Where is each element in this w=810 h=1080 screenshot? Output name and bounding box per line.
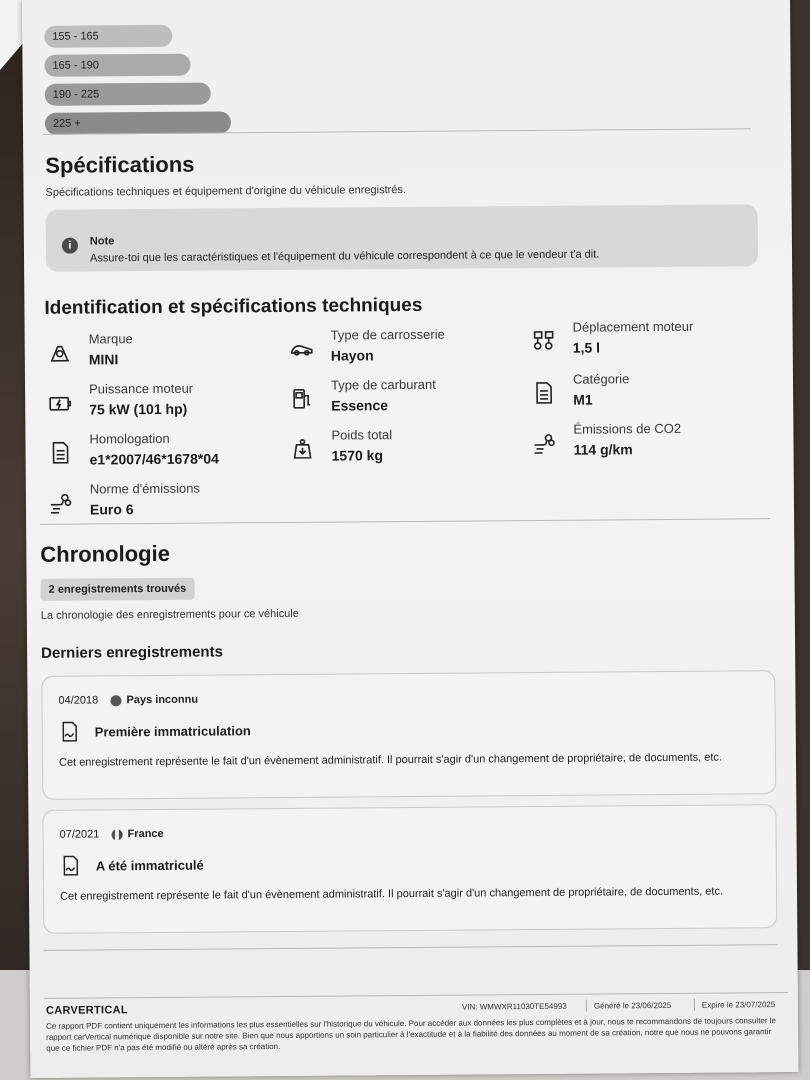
footer-generated: Généré le 23/06/2025 xyxy=(593,1000,672,1011)
spec-value: e1*2007/46*1678*04 xyxy=(89,450,219,468)
section-title-specifications: Spécifications xyxy=(45,151,195,178)
record-date: 07/2021 xyxy=(59,828,100,841)
section-title-chronologie: Chronologie xyxy=(40,540,170,567)
globe-icon xyxy=(110,695,121,706)
spec-item-homologation xyxy=(47,430,277,476)
note-title: Note xyxy=(89,235,115,248)
section-subtitle: Spécifications techniques et équipement d'origine du véhicule enregistrés. xyxy=(45,183,406,199)
divider xyxy=(43,944,777,951)
spec-label: Poids total xyxy=(331,427,393,443)
document-sign-icon xyxy=(59,721,81,743)
report-page xyxy=(22,0,798,1078)
emission-bands xyxy=(44,24,231,141)
document-icon xyxy=(47,440,73,466)
spec-value: Essence xyxy=(331,397,389,414)
fuel-pump-icon xyxy=(289,386,315,412)
footer-divider xyxy=(44,992,788,999)
spec-value: Euro 6 xyxy=(89,501,134,518)
emission-band: 165 - 190 xyxy=(44,54,190,77)
spec-value: 75 kW (101 hp) xyxy=(89,400,188,418)
record-description: Cet enregistrement représente le fait d'un évènement administratif. Il pourrait s'agir d'un changement de propriétaire, de documents, etc. xyxy=(58,751,723,769)
records-count-badge: 2 enregistrements trouvés xyxy=(41,578,195,601)
emissions-icon xyxy=(48,490,74,516)
document-sign-icon xyxy=(60,855,82,877)
spec-label: Type de carrosserie xyxy=(330,326,445,343)
engine-icon xyxy=(531,328,557,354)
spec-item-total-weight xyxy=(289,426,519,472)
spec-item-brand xyxy=(47,330,277,376)
spec-value: 1570 kg xyxy=(331,447,384,464)
section-subtitle: La chronologie des enregistrements pour ce véhicule xyxy=(40,607,299,622)
spec-value: M1 xyxy=(573,391,593,408)
spec-label: Marque xyxy=(88,331,133,347)
record-card xyxy=(41,670,776,800)
info-icon: i xyxy=(62,238,78,254)
section-title-identification: Identification et spécifications techniques xyxy=(44,294,423,319)
document-icon xyxy=(531,380,557,406)
record-card xyxy=(42,804,777,934)
record-event-title: A été immatriculé xyxy=(95,857,204,874)
emission-band: 155 - 165 xyxy=(44,25,172,48)
records-title: Derniers enregistrements xyxy=(41,643,223,662)
emission-band: 225 + xyxy=(45,111,231,134)
record-location: Pays inconnu xyxy=(126,693,199,707)
brand-logo: CARVERTICAL xyxy=(45,1004,128,1017)
emission-band: 190 - 225 xyxy=(45,83,211,106)
spec-label: Type de carburant xyxy=(330,376,436,393)
spec-value: MINI xyxy=(88,351,119,368)
footer-expires: Expire le 23/07/2025 xyxy=(701,1000,776,1010)
record-event-title: Première immatriculation xyxy=(94,723,251,740)
weight-icon xyxy=(289,436,315,462)
spec-label: Homologation xyxy=(89,430,170,447)
flag-icon xyxy=(112,829,123,840)
car-brand-icon xyxy=(47,340,73,366)
spec-label: Puissance moteur xyxy=(88,380,194,397)
record-location: France xyxy=(127,827,164,841)
spec-item-fuel-type xyxy=(289,376,519,422)
footer-vin: VIN: WMWXR11030TE54993 xyxy=(461,1001,567,1012)
note-text: Assure-toi que les caractéristiques et l'équipement du véhicule correspondent à ce que le vendeur t'a dit. xyxy=(89,248,600,265)
spec-item-body-type xyxy=(289,326,519,372)
spec-item-engine-power xyxy=(47,380,277,426)
spec-value: 114 g/km xyxy=(573,441,633,458)
record-date: 04/2018 xyxy=(58,694,99,707)
note-box xyxy=(46,204,758,272)
spec-label: Norme d'émissions xyxy=(89,480,201,497)
spec-value: Hayon xyxy=(330,347,374,364)
spec-label: Émissions de CO2 xyxy=(573,420,682,437)
emissions-icon xyxy=(531,430,557,456)
spec-item-engine-displacement xyxy=(531,318,761,364)
footer-separator xyxy=(586,1000,587,1012)
spec-value: 1,5 l xyxy=(572,339,601,356)
spec-item-category xyxy=(531,370,761,416)
battery-power-icon xyxy=(47,390,73,416)
spec-item-co2-emissions xyxy=(531,420,761,466)
footer-separator xyxy=(694,999,695,1011)
footer-disclaimer: Ce rapport PDF contient uniquement les informations les plus essentielles sur l'historique du véhicule. Pour accéder aux données les plus complètes et à jour, nous te recommandons de toujours consulter le rapport carVertical numérique disponible sur notre site. Bien que nous apportions un soin particulier à l'exactitude et à la fiabilité des données au moment de sa création, notre que nous ne pouvons garantir que ce fichier PDF n'a pas été modifié ou altéré après sa création. xyxy=(46,1016,777,1053)
car-body-icon xyxy=(289,336,315,362)
spec-label: Catégorie xyxy=(572,371,630,387)
spec-label: Déplacement moteur xyxy=(572,318,694,335)
spec-item-emission-standard xyxy=(48,480,278,526)
record-description: Cet enregistrement représente le fait d'un évènement administratif. Il pourrait s'agir d'un changement de propriétaire, de documents, etc. xyxy=(59,885,724,903)
